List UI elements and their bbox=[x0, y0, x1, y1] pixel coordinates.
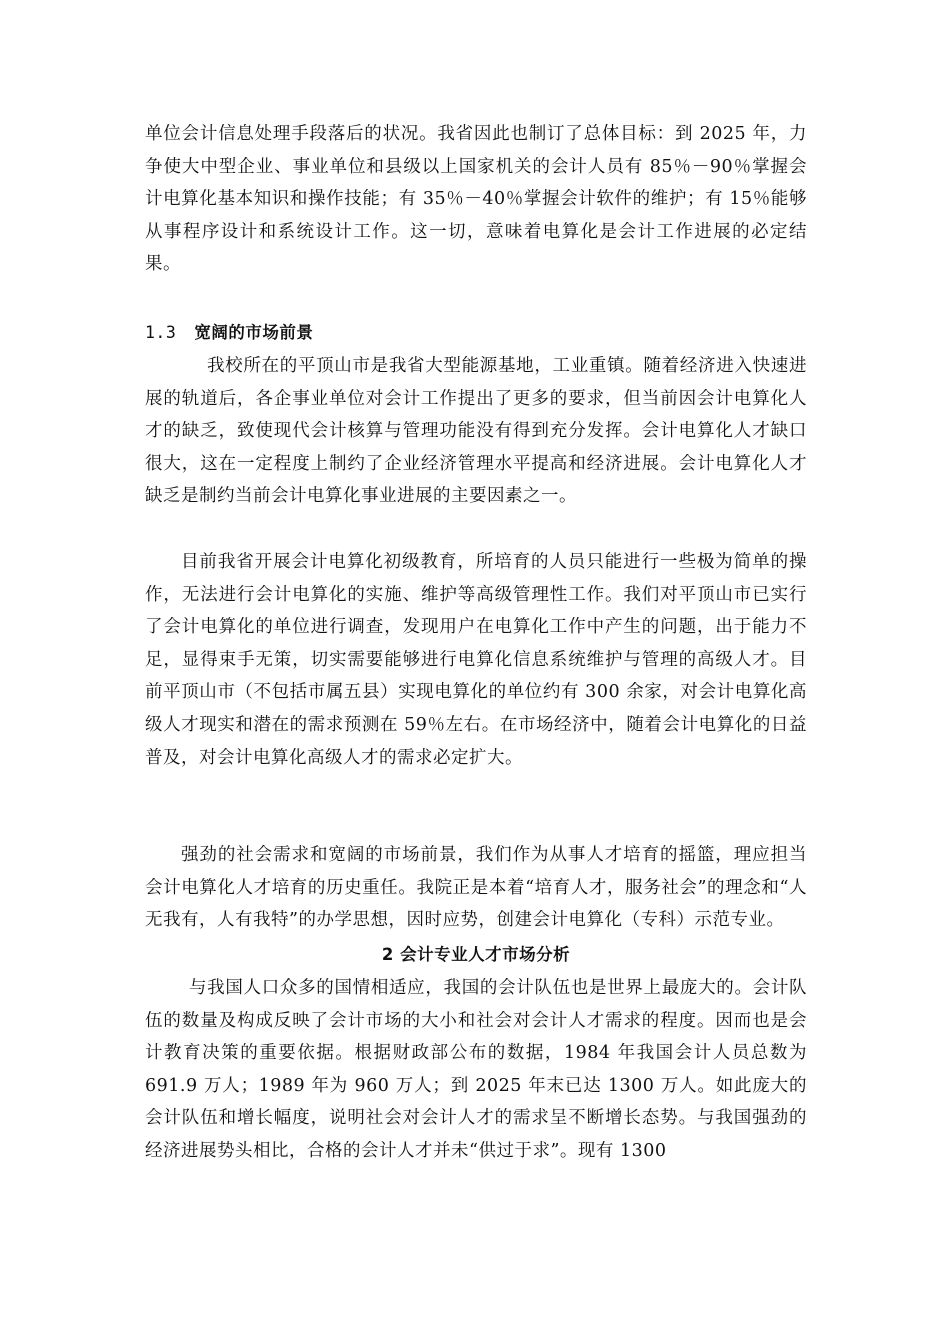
chapter-heading-2: 2 会计专业人才市场分析 bbox=[381, 945, 571, 964]
paragraph-pingdingshan-demand: 我校所在的平顶山市是我省大型能源基地，工业重镇。随着经济进入快速进展的轨道后，各企事业单位对会计工作提出了更多的要求，但当前因会计电算化人才的缺乏，致使现代会计核算与管理功能没有得到充分发挥。会计电算化人才缺口很大，这在一定程度上制约了企业经济管理水平提高和经济进展。会计电算化人才缺乏是制约当前会计电算化事业进展的主要因素之一。 bbox=[145, 356, 807, 507]
paragraph-social-demand: 强劲的社会需求和宽阔的市场前景，我们作为从事人才培育的摇篮，理应担当会计电算化人才培育的历史重任。我院正是本着“培育人才，服务社会”的理念和“人无我有，人有我特”的办学思想，因时应势，创建会计电算化（专科）示范专业。 bbox=[145, 845, 807, 931]
paragraph-accounting-goals: 单位会计信息处理手段落后的状况。我省因此也制订了总体目标：到 2025 年，力争使大中型企业、事业单位和县级以上国家机关的会计人员有 85％－90％掌握会计电算化基本知识和操作技能；有 35％－40％掌握会计软件的维护；有 15％能够从事程序设计和系统设计工作。这一切，意味着电算化是会计工作进展的必定结果。 bbox=[145, 124, 807, 275]
section-number: 1.3 bbox=[145, 323, 177, 342]
paragraph-current-education: 目前我省开展会计电算化初级教育，所培育的人员只能进行一些极为简单的操作，无法进行会计电算化的实施、维护等高级管理性工作。我们对平顶山市已实行了会计电算化的单位进行调查，发现用户在电算化工作中产生的问题，出于能力不足，显得束手无策，切实需要能够进行电算化信息系统维护与管理的高级人才。目前平顶山市（不包括市属五县）实现电算化的单位约有 300 余家，对会计电算化高级人才现实和潜在的需求预测在 59％左右。在市场经济中，随着会计电算化的日益普及，对会计电算化高级人才的需求必定扩大。 bbox=[145, 552, 807, 768]
paragraph-market-analysis: 与我国人口众多的国情相适应，我国的会计队伍也是世界上最庞大的。会计队伍的数量及构成反映了会计市场的大小和社会对会计人才需求的程度。因而也是会计教育决策的重要依据。根据财政部公布的数据，1984 年我国会计人员总数为 691.9 万人；1989 年为 960 万人；到 2025 年末已达 1300 万人。如此庞大的会计队伍和增长幅度，说明社会对会计人才的需求呈不断增长态势。与我国强劲的经济进展势头相比，合格的会计人才并未“供过于求”。现有 1300 bbox=[145, 978, 807, 1161]
section-heading-1-3 bbox=[145, 318, 313, 348]
section-title: 宽阔的市场前景 bbox=[194, 323, 314, 342]
